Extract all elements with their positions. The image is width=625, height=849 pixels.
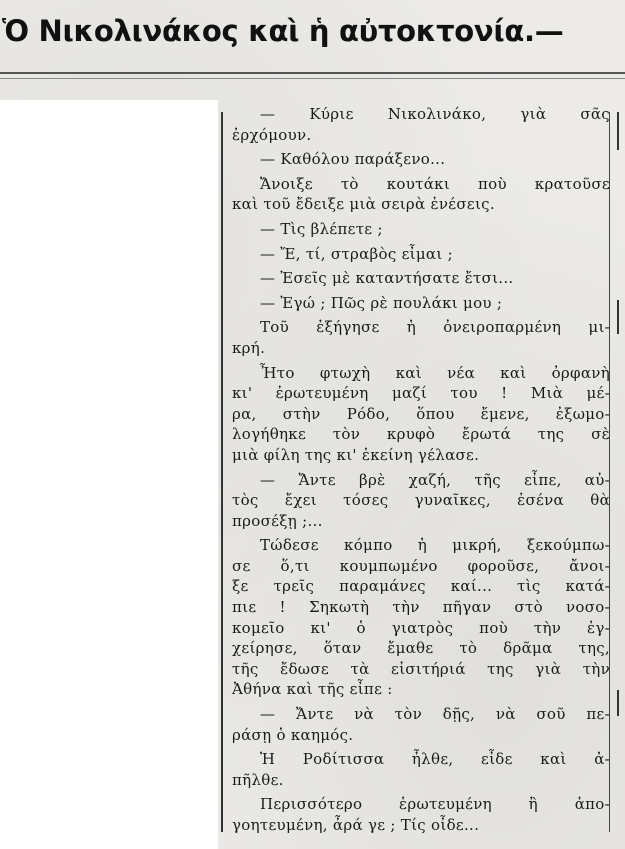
text-line: — Ἔ, τί, στραβὸς εἶμαι ;: [260, 244, 453, 263]
text-line: πιε ! Σηκωτὴ τὴν πῆγαν στὸ νοσο-: [232, 598, 610, 617]
text-line: σε ὅ,τι κουμπωμένο φοροῦσε, ἄνοι-: [232, 556, 610, 575]
column-rule-left: [221, 112, 223, 832]
paragraph: [232, 244, 610, 265]
text-line: Τοῦ ἐξήγησε ἡ ὀνειροπαρμένη μι-: [260, 318, 610, 337]
text-line: Τώδεσε κόμπο ἡ μικρή, ξεκούμπω-: [260, 536, 610, 555]
article-body: [232, 104, 610, 836]
text-line: — Κύριε Νικολινάκο, γιὰ σᾶς: [260, 105, 610, 123]
paragraph: [232, 535, 610, 700]
text-line: Περισσότερο ἐρωτευμένη ἢ ἀπο-: [260, 795, 610, 814]
text-line: ξε τρεῖς παραμάνες καί... τὶς κατά-: [232, 577, 610, 596]
text-line: κομεῖο κι' ὁ γιατρὸς ποὺ τὴν ἐγ-: [232, 618, 610, 637]
paragraph: [232, 470, 610, 532]
paragraph: [232, 749, 610, 790]
text-line: Ἡ Ροδίτισσα ἦλθε, εἶδε καὶ ἀ-: [260, 750, 610, 769]
paragraph: [232, 363, 610, 466]
paragraph: [232, 794, 610, 835]
paragraph: [232, 293, 610, 314]
text-line: ράσῃ ὁ καημός.: [232, 725, 354, 744]
text-line: χείρησε, ὅταν ἔμαθε τὸ δρᾶμα της,: [232, 639, 610, 658]
paragraph: [232, 317, 610, 358]
text-line: — Ἐσεῖς μὲ καταντήσατε ἔτσι...: [260, 269, 514, 288]
text-line: καὶ τοῦ ἔδειξε μιὰ σειρὰ ἐνέσεις.: [232, 195, 495, 214]
text-line: κρή.: [232, 338, 266, 357]
text-line: λογήθηκε τὸν κρυφὸ ἔρωτά της σὲ: [232, 425, 610, 444]
text-line: κι' ἐρωτευμένη μαζί του ! Μιὰ μέ-: [232, 384, 610, 403]
column-rule-mark: [617, 112, 619, 150]
paragraph: [232, 219, 610, 240]
text-line: — Καθόλου παράξενο...: [260, 150, 446, 169]
column-rule-mark: [617, 300, 619, 334]
text-line: πῆλθε.: [232, 770, 284, 789]
headline: Ὁ Νικολινάκος καὶ ἡ αὐτοκτονία.—: [2, 14, 564, 48]
headline-rule-thin: [0, 78, 625, 79]
paragraph: [232, 104, 610, 145]
text-line: μιὰ φίλη της κι' ἐκείνη γέλασε.: [232, 445, 480, 464]
text-line: Ἦτο φτωχὴ καὶ νέα καὶ ὀρφανὴ: [260, 363, 610, 382]
text-line: — Ἄντε βρὲ χαζή, τῆς εἶπε, αὐ-: [260, 470, 610, 489]
text-line: γοητευμένη, ἆρά γε ; Τίς οἶδε...: [232, 816, 480, 834]
text-line: — Τὶς βλέπετε ;: [260, 219, 383, 238]
paragraph: [232, 149, 610, 170]
headline-rule: [0, 72, 625, 74]
paragraph: [232, 268, 610, 289]
text-line: προσέξῃ ;...: [232, 511, 323, 530]
column-rule-mark: [617, 690, 619, 716]
text-line: τὸς ἔχει τόσες γυναῖκες, ἐσένα θὰ: [232, 491, 610, 510]
text-line: Ἀθήνα καὶ τῆς εἶπε :: [232, 680, 393, 699]
text-line: ἐρχόμουν.: [232, 125, 312, 144]
blank-column: [0, 100, 218, 849]
paragraph: [232, 704, 610, 745]
text-line: τῆς ἔδωσε τὰ εἰσιτήριά της γιὰ τὴν: [232, 659, 610, 678]
text-line: Ἄνοιξε τὸ κουτάκι ποὺ κρατοῦσε: [260, 174, 610, 193]
text-line: ρα, στὴν Ρόδο, ὅπου ἔμενε, ἐξωμο-: [232, 404, 610, 423]
paragraph: [232, 174, 610, 215]
text-line: — Ἄντε νὰ τὸν δῇς, νὰ σοῦ πε-: [260, 705, 610, 724]
text-line: — Ἐγώ ; Πῶς ρὲ πουλάκι μου ;: [260, 293, 503, 312]
